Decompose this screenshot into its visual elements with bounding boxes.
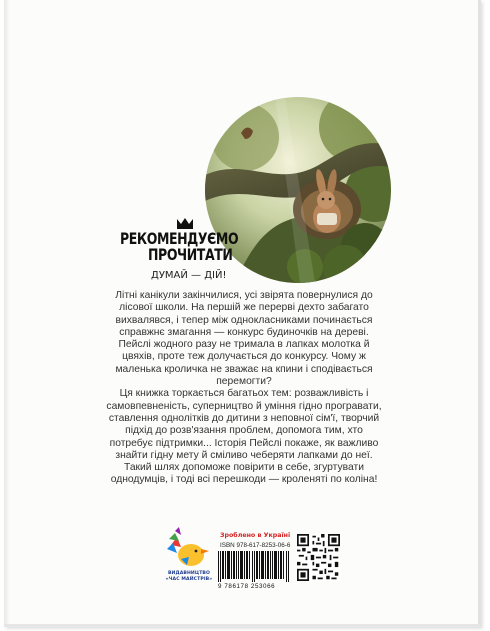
badge-line-2: ПРОЧИТАТИ [148, 245, 233, 264]
badge-line-1: РЕКОМЕНДУЄМО [120, 229, 239, 248]
publisher-line-1: ВИДАВНИЦТВО [167, 571, 211, 576]
annotation-paragraph-2: Ця книжка торкається багатьох тем: розважливість і самовпевненість, суперництво й уміння гідно програвати, ставлення однолітків до дитини з неповної сім'ї, творчий підхід до розв'язання проблем, допомога тим, хто потребує підтримки... Історія Пейслі покаже, як важливо знайти гідну мету й сміливо чеберяти лапками до неї. Такий шлях допоможе повірити в себе, згуртувати однодумців, і тоді всі перешкоди — кроленяті по коліна! [106, 388, 382, 486]
qr-code [297, 534, 340, 581]
publisher-logo [161, 527, 217, 593]
series-tagline: ДУМАЙ — ДІЙ! [151, 270, 227, 281]
made-in-ukraine: Зроблено в Україні [220, 532, 291, 539]
isbn-text: ISBN 978-617-8253-06-6 [220, 542, 291, 549]
book-annotation [104, 290, 384, 487]
barcode [218, 551, 290, 582]
book-back-cover [4, 0, 481, 627]
recommended-badge [120, 216, 252, 264]
annotation-paragraph-1: Літні канікули закінчилися, усі звірята повернулися до лісової школи. На першій же перерві дехто забагато вихвалявся, і тепер між однокласниками починається справжнє змагання — конкурс будиночків на дереві. Пейслі жодного разу не тримала в лапках молотка й цвяхів, проте теж долучається до конкурсу. Чому ж маленька кроличка не зважає на кпини і сподівається перемогти? [115, 290, 373, 388]
barcode-digits: 9 786178 253066 [218, 583, 276, 590]
publisher-name [161, 571, 217, 582]
publisher-line-2: «ЧАС МАЙСТРІВ» [165, 576, 213, 582]
bird-logo-icon [161, 527, 217, 571]
cover-spine-shadow [4, 0, 10, 624]
